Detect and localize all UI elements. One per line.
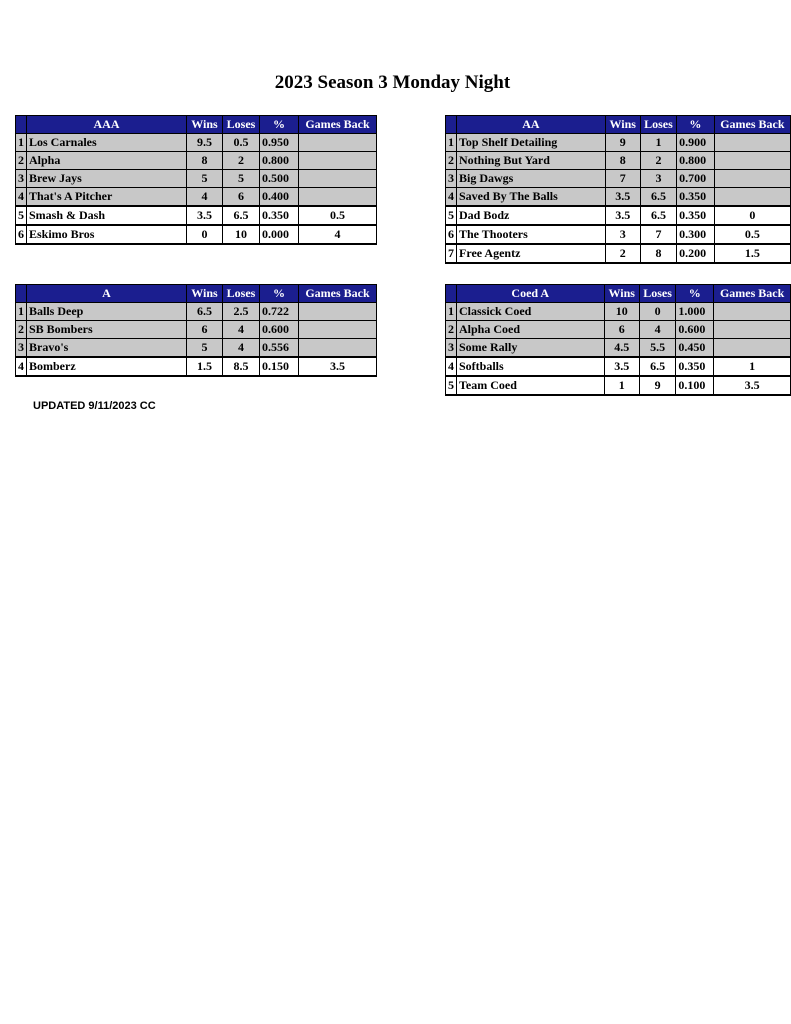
games-back-cell — [714, 188, 790, 207]
team-row — [16, 357, 377, 376]
games-back-cell — [714, 152, 790, 170]
pct-cell: 0.200 — [677, 244, 715, 263]
team-row — [16, 152, 377, 170]
loses-cell: 10 — [223, 225, 260, 244]
division-name: AAA — [27, 116, 187, 134]
loses-header: Loses — [640, 116, 676, 134]
wins-cell: 10 — [604, 303, 639, 321]
loses-cell: 1 — [640, 134, 676, 152]
wins-cell: 6 — [604, 321, 639, 339]
team-name-cell: Saved By The Balls — [457, 188, 606, 207]
wins-cell: 6.5 — [187, 303, 223, 321]
team-row — [446, 188, 791, 207]
games-back-cell — [299, 321, 377, 339]
games-back-cell — [299, 170, 377, 188]
division-name: AA — [457, 116, 606, 134]
wins-cell: 3.5 — [604, 357, 639, 376]
header-row — [446, 116, 791, 134]
rank-cell: 3 — [16, 339, 27, 358]
loses-cell: 3 — [640, 170, 676, 188]
team-row — [446, 225, 791, 244]
team-name-cell: Alpha — [27, 152, 187, 170]
pct-header: % — [676, 285, 714, 303]
pct-cell: 0.700 — [677, 170, 715, 188]
rank-header — [16, 285, 27, 303]
pct-cell: 0.350 — [677, 206, 715, 225]
team-name-cell: Free Agentz — [457, 244, 606, 263]
pct-cell: 0.800 — [677, 152, 715, 170]
rank-cell: 1 — [16, 303, 27, 321]
loses-header: Loses — [639, 285, 675, 303]
team-name-cell: Top Shelf Detailing — [457, 134, 606, 152]
team-row — [446, 321, 791, 339]
team-row — [446, 357, 791, 376]
pct-header: % — [260, 285, 299, 303]
pct-cell: 0.100 — [676, 376, 714, 395]
wins-cell: 1.5 — [187, 357, 223, 376]
pct-cell: 0.350 — [677, 188, 715, 207]
wins-header: Wins — [187, 116, 223, 134]
rank-cell: 2 — [446, 152, 457, 170]
wins-cell: 4 — [187, 188, 223, 207]
loses-header: Loses — [223, 285, 260, 303]
loses-cell: 9 — [639, 376, 675, 395]
rank-cell: 2 — [16, 152, 27, 170]
pct-cell: 0.900 — [677, 134, 715, 152]
loses-cell: 6.5 — [639, 357, 675, 376]
team-name-cell: Bravo's — [27, 339, 187, 358]
rank-cell: 4 — [16, 357, 27, 376]
loses-cell: 6.5 — [640, 206, 676, 225]
rank-header — [446, 116, 457, 134]
team-row — [446, 244, 791, 263]
page-title: 2023 Season 3 Monday Night — [274, 72, 511, 93]
rank-cell: 3 — [446, 339, 457, 358]
pct-cell: 1.000 — [676, 303, 714, 321]
rank-cell: 1 — [446, 303, 457, 321]
team-row — [446, 339, 791, 358]
team-name-cell: Classick Coed — [457, 303, 605, 321]
pct-cell: 0.300 — [677, 225, 715, 244]
loses-cell: 6.5 — [223, 206, 260, 225]
pct-cell: 0.350 — [676, 357, 714, 376]
pct-cell: 0.400 — [260, 188, 299, 207]
pct-cell: 0.556 — [260, 339, 299, 358]
pct-cell: 0.600 — [260, 321, 299, 339]
rank-cell: 3 — [446, 170, 457, 188]
standings-table-aa — [445, 115, 791, 264]
rank-cell: 7 — [446, 244, 457, 263]
pct-cell: 0.950 — [260, 134, 299, 152]
rank-cell: 1 — [446, 134, 457, 152]
team-name-cell: Alpha Coed — [457, 321, 605, 339]
team-row — [446, 376, 791, 395]
loses-cell: 4 — [223, 321, 260, 339]
standings-table-coed-a — [445, 284, 791, 396]
pct-header: % — [260, 116, 299, 134]
wins-cell: 8 — [605, 152, 640, 170]
rank-cell: 5 — [16, 206, 27, 225]
games-back-cell — [714, 303, 791, 321]
wins-cell: 3 — [605, 225, 640, 244]
team-name-cell: SB Bombers — [27, 321, 187, 339]
games-back-cell: 0 — [714, 206, 790, 225]
loses-cell: 6.5 — [640, 188, 676, 207]
team-name-cell: Some Rally — [457, 339, 605, 358]
team-name-cell: Los Carnales — [27, 134, 187, 152]
wins-cell: 3.5 — [187, 206, 223, 225]
team-row — [446, 170, 791, 188]
rank-cell: 6 — [446, 225, 457, 244]
pct-cell: 0.722 — [260, 303, 299, 321]
team-row — [16, 206, 377, 225]
games-back-cell — [714, 170, 790, 188]
games-back-cell: 0.5 — [714, 225, 790, 244]
wins-header: Wins — [604, 285, 639, 303]
team-row — [16, 170, 377, 188]
team-row — [446, 134, 791, 152]
pct-cell: 0.500 — [260, 170, 299, 188]
header-row — [16, 116, 377, 134]
games-back-cell: 1.5 — [714, 244, 790, 263]
team-row — [16, 321, 377, 339]
team-name-cell: The Thooters — [457, 225, 606, 244]
games-back-cell — [299, 152, 377, 170]
rank-cell: 5 — [446, 206, 457, 225]
rank-cell: 6 — [16, 225, 27, 244]
loses-cell: 6 — [223, 188, 260, 207]
wins-cell: 1 — [604, 376, 639, 395]
loses-cell: 7 — [640, 225, 676, 244]
team-name-cell: Nothing But Yard — [457, 152, 606, 170]
rank-cell: 4 — [16, 188, 27, 207]
games-back-cell — [299, 134, 377, 152]
updated-note: UPDATED 9/11/2023 CC — [33, 400, 156, 412]
wins-cell: 9.5 — [187, 134, 223, 152]
header-row — [446, 285, 791, 303]
games-back-header: Games Back — [299, 285, 377, 303]
wins-cell: 3.5 — [605, 206, 640, 225]
loses-cell: 0 — [639, 303, 675, 321]
loses-cell: 8.5 — [223, 357, 260, 376]
games-back-cell: 3.5 — [299, 357, 377, 376]
team-name-cell: Smash & Dash — [27, 206, 187, 225]
wins-cell: 9 — [605, 134, 640, 152]
games-back-header: Games Back — [714, 116, 790, 134]
games-back-cell — [714, 339, 791, 358]
games-back-cell: 1 — [714, 357, 791, 376]
rank-header — [16, 116, 27, 134]
rank-cell: 2 — [16, 321, 27, 339]
team-row — [446, 206, 791, 225]
wins-cell: 4.5 — [604, 339, 639, 358]
rank-cell: 4 — [446, 188, 457, 207]
pct-cell: 0.450 — [676, 339, 714, 358]
games-back-cell: 4 — [299, 225, 377, 244]
rank-cell: 1 — [16, 134, 27, 152]
rank-header — [446, 285, 457, 303]
wins-cell: 7 — [605, 170, 640, 188]
loses-cell: 4 — [639, 321, 675, 339]
team-name-cell: Big Dawgs — [457, 170, 606, 188]
wins-header: Wins — [187, 285, 223, 303]
loses-cell: 0.5 — [223, 134, 260, 152]
games-back-cell — [299, 188, 377, 207]
loses-header: Loses — [223, 116, 260, 134]
team-name-cell: Eskimo Bros — [27, 225, 187, 244]
pct-cell: 0.000 — [260, 225, 299, 244]
team-name-cell: Bomberz — [27, 357, 187, 376]
pct-cell: 0.150 — [260, 357, 299, 376]
rank-cell: 4 — [446, 357, 457, 376]
loses-cell: 2 — [640, 152, 676, 170]
rank-cell: 3 — [16, 170, 27, 188]
division-name: Coed A — [457, 285, 605, 303]
wins-cell: 3.5 — [605, 188, 640, 207]
team-row — [16, 339, 377, 358]
rank-cell: 2 — [446, 321, 457, 339]
games-back-header: Games Back — [714, 285, 791, 303]
pct-cell: 0.800 — [260, 152, 299, 170]
loses-cell: 2 — [223, 152, 260, 170]
team-name-cell: Softballs — [457, 357, 605, 376]
pct-cell: 0.350 — [260, 206, 299, 225]
games-back-header: Games Back — [299, 116, 377, 134]
rank-cell: 5 — [446, 376, 457, 395]
standings-table-aaa — [15, 115, 377, 245]
loses-cell: 5.5 — [639, 339, 675, 358]
wins-cell: 6 — [187, 321, 223, 339]
wins-header: Wins — [605, 116, 640, 134]
loses-cell: 2.5 — [223, 303, 260, 321]
games-back-cell — [299, 303, 377, 321]
header-row — [16, 285, 377, 303]
pct-header: % — [677, 116, 715, 134]
pct-cell: 0.600 — [676, 321, 714, 339]
loses-cell: 8 — [640, 244, 676, 263]
team-row — [16, 188, 377, 207]
games-back-cell — [299, 339, 377, 358]
team-row — [16, 225, 377, 244]
team-name-cell: Dad Bodz — [457, 206, 606, 225]
wins-cell: 5 — [187, 339, 223, 358]
team-row — [446, 152, 791, 170]
wins-cell: 5 — [187, 170, 223, 188]
wins-cell: 0 — [187, 225, 223, 244]
team-name-cell: Balls Deep — [27, 303, 187, 321]
division-name: A — [27, 285, 187, 303]
wins-cell: 8 — [187, 152, 223, 170]
team-name-cell: Team Coed — [457, 376, 605, 395]
loses-cell: 4 — [223, 339, 260, 358]
games-back-cell — [714, 134, 790, 152]
games-back-cell: 3.5 — [714, 376, 791, 395]
team-row — [16, 303, 377, 321]
team-row — [446, 303, 791, 321]
standings-table-a — [15, 284, 377, 377]
team-row — [16, 134, 377, 152]
games-back-cell: 0.5 — [299, 206, 377, 225]
wins-cell: 2 — [605, 244, 640, 263]
team-name-cell: That's A Pitcher — [27, 188, 187, 207]
loses-cell: 5 — [223, 170, 260, 188]
team-name-cell: Brew Jays — [27, 170, 187, 188]
games-back-cell — [714, 321, 791, 339]
